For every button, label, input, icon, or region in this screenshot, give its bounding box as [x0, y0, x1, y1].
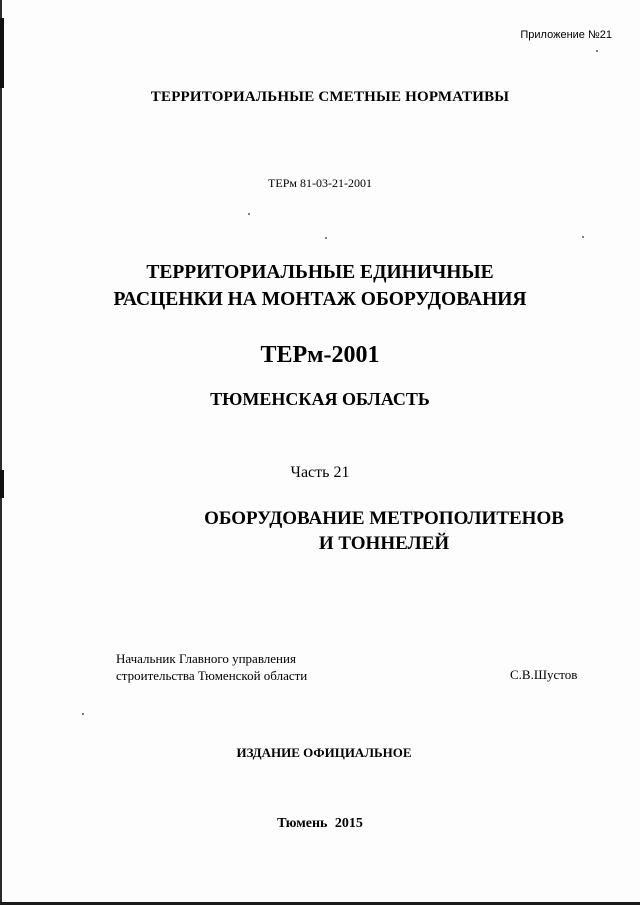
scan-left-edge	[0, 0, 2, 905]
section-title-line: ОБОРУДОВАНИЕ МЕТРОПОЛИТЕНОВ	[204, 508, 564, 529]
document-designation: ТЕРм-2001	[260, 342, 380, 368]
appendix-label: Приложение №21	[520, 29, 612, 41]
scan-speck	[82, 713, 84, 715]
signatory-position-line: Начальник Главного управления	[116, 651, 296, 666]
scan-speck	[582, 236, 584, 238]
region-title: ТЮМЕНСКАЯ ОБЛАСТЬ	[210, 389, 430, 409]
signatory-position	[116, 650, 307, 684]
scan-speck	[325, 237, 327, 239]
part-number: Часть 21	[290, 464, 350, 481]
city-year: Тюмень 2015	[277, 816, 363, 831]
norms-code: ТЕРм 81-03-21-2001	[268, 176, 372, 190]
scan-edge-mark	[0, 18, 4, 88]
edition-label: ИЗДАНИЕ ОФИЦИАЛЬНОЕ	[236, 745, 412, 760]
signatory-position-line: строительства Тюменской области	[116, 668, 308, 683]
section-title-line: И ТОННЕЛЕЙ	[318, 533, 450, 554]
scan-speck	[596, 50, 598, 52]
norms-heading: ТЕРРИТОРИАЛЬНЫЕ СМЕТНЫЕ НОРМАТИВЫ	[150, 89, 510, 105]
section-title	[64, 506, 640, 556]
main-title	[0, 259, 640, 313]
scan-speck	[248, 213, 250, 215]
main-title-line: ТЕРРИТОРИАЛЬНЫЕ ЕДИНИЧНЫЕ	[146, 262, 494, 283]
signatory-name: С.В.Шустов	[510, 667, 578, 682]
main-title-line: РАСЦЕНКИ НА МОНТАЖ ОБОРУДОВАНИЯ	[113, 289, 527, 310]
